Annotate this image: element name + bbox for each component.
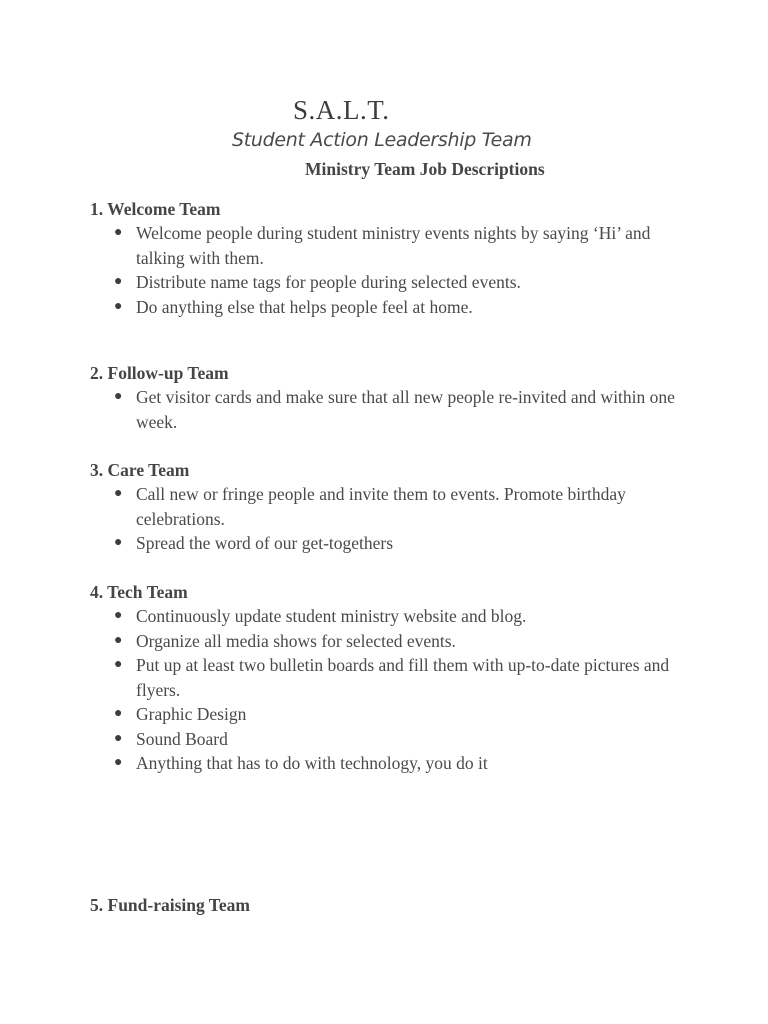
list-item [90, 653, 690, 702]
section-follow-up-team [90, 361, 690, 434]
bullet-icon: ● [114, 730, 123, 746]
list-item [90, 531, 690, 556]
bullet-icon: ● [114, 225, 123, 240]
list-item-text: Sound Board [136, 728, 228, 749]
list-item-text: Distribute name tags for people during selected events. [136, 272, 521, 292]
list-item-text: Welcome people during student ministry events nights by saying ‘Hi’ and talking with them. [136, 223, 651, 268]
list-item [90, 482, 690, 531]
bullet-icon: ● [114, 486, 123, 501]
section-care-team [90, 458, 690, 556]
section-welcome-team [90, 197, 690, 319]
list-item [90, 385, 690, 434]
list-item [90, 604, 690, 629]
list-item-text: Call new or fringe people and invite them to events. Promote birthday celebrations. [136, 484, 626, 529]
list-item-text: Organize all media shows for selected events. [136, 630, 456, 651]
document-heading: Ministry Team Job Descriptions [305, 159, 545, 179]
list-item [90, 295, 690, 320]
bullet-icon: ● [114, 657, 123, 672]
list-item [90, 629, 690, 654]
list-item [90, 221, 690, 270]
bullet-icon: ● [114, 608, 123, 623]
bullet-list [90, 482, 690, 556]
list-item-text: Do anything else that helps people feel at home. [136, 296, 473, 317]
list-item [90, 702, 690, 727]
section-title: 1. Welcome Team [90, 199, 221, 219]
section-tech-team [90, 580, 690, 776]
list-item [90, 751, 690, 776]
section-title: 2. Follow-up Team [90, 363, 229, 383]
list-item-text: Anything that has to do with technology, you do it [136, 753, 488, 773]
list-item [90, 270, 690, 295]
bullet-icon: ● [114, 706, 123, 721]
bullet-icon: ● [114, 298, 123, 314]
section-title: 5. Fund-raising Team [90, 895, 250, 915]
bullet-icon: ● [114, 274, 123, 289]
section-title: 4. Tech Team [90, 582, 188, 602]
bullet-icon: ● [114, 755, 123, 770]
bullet-icon: ● [114, 389, 123, 404]
bullet-list [90, 385, 690, 434]
list-item-text: Continuously update student ministry website and blog. [136, 606, 527, 626]
document-title: S.A.L.T. [293, 95, 390, 125]
bullet-list [90, 604, 690, 776]
section-fund-raising-team [90, 893, 690, 917]
bullet-icon: ● [114, 632, 123, 648]
list-item-text: Put up at least two bulletin boards and fill them with up-to-date pictures and flyers. [136, 655, 670, 700]
list-item-text: Spread the word of our get-togethers [136, 533, 394, 553]
list-item-text: Graphic Design [136, 704, 247, 724]
bullet-icon: ● [114, 535, 123, 550]
list-item [90, 727, 690, 752]
section-title: 3. Care Team [90, 460, 190, 480]
bullet-list [90, 221, 690, 319]
list-item-text: Get visitor cards and make sure that all new people re-invited and within one week. [136, 387, 675, 432]
document-subtitle: Student Action Leadership Team [232, 129, 532, 151]
